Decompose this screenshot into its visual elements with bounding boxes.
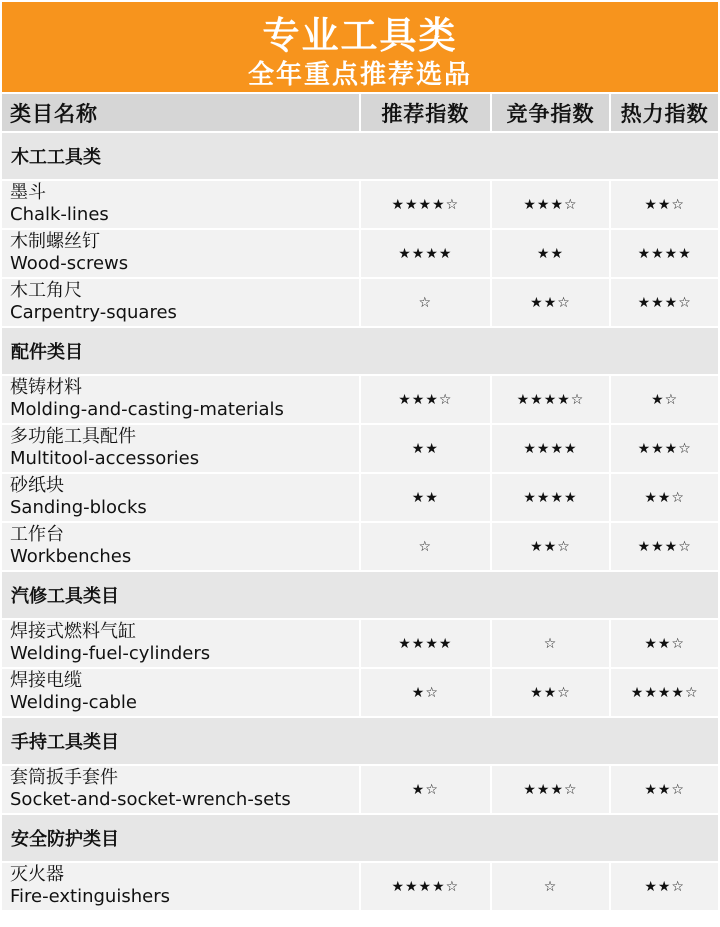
table-row (2, 376, 718, 425)
item-name-zh: 灭火器 (10, 864, 64, 885)
item-name-en: Welding-fuel-cylinders (10, 643, 211, 664)
item-name-en: Molding-and-casting-materials (10, 399, 284, 420)
recommend-rating: ★☆ (361, 669, 490, 716)
table-row (2, 620, 718, 669)
heat-rating: ★★☆ (611, 620, 718, 667)
category-row (2, 718, 718, 766)
column-header-recommend: 推荐指数 (361, 94, 490, 131)
competition-rating: ★★★★☆ (492, 376, 610, 423)
item-name-zh: 工作台 (10, 524, 64, 545)
category-label: 安全防护类目 (2, 815, 718, 861)
item-name-zh: 木制螺丝钉 (10, 231, 100, 252)
heat-rating: ★★★☆ (611, 425, 718, 472)
item-name-cell (2, 620, 359, 667)
heat-rating: ★★★☆ (611, 279, 718, 326)
item-name-en: Chalk-lines (10, 204, 109, 225)
item-name-en: Socket-and-socket-wrench-sets (10, 789, 291, 810)
category-label: 汽修工具类目 (2, 572, 718, 618)
recommend-rating: ★☆ (361, 766, 490, 813)
heat-rating: ★☆ (611, 376, 718, 423)
recommend-rating: ★★★★ (361, 620, 490, 667)
heat-rating: ★★☆ (611, 474, 718, 521)
category-row (2, 572, 718, 620)
category-row (2, 133, 718, 181)
column-header-category: 类目名称 (2, 94, 359, 131)
heat-rating: ★★★★☆ (611, 669, 718, 716)
item-name-zh: 焊接式燃料气缸 (10, 621, 136, 642)
table-row (2, 669, 718, 718)
competition-rating: ☆ (492, 620, 610, 667)
heat-rating: ★★★☆ (611, 523, 718, 570)
item-name-cell (2, 279, 359, 326)
heat-rating: ★★★★ (611, 230, 718, 277)
recommend-rating: ★★ (361, 425, 490, 472)
table-row (2, 523, 718, 572)
title-banner (2, 2, 718, 92)
table-row (2, 230, 718, 279)
item-name-cell (2, 474, 359, 521)
competition-rating: ☆ (492, 863, 610, 910)
item-name-zh: 焊接电缆 (10, 670, 82, 691)
competition-rating: ★★★★ (492, 474, 610, 521)
heat-rating: ★★☆ (611, 863, 718, 910)
competition-rating: ★★ (492, 230, 610, 277)
recommend-rating: ★★★☆ (361, 376, 490, 423)
category-row (2, 328, 718, 376)
item-name-zh: 木工角尺 (10, 280, 82, 301)
recommend-rating: ☆ (361, 523, 490, 570)
item-name-cell (2, 523, 359, 570)
item-name-zh: 墨斗 (10, 182, 46, 203)
table-row (2, 425, 718, 474)
item-name-en: Workbenches (10, 546, 132, 567)
item-name-zh: 套筒扳手套件 (10, 767, 118, 788)
table-row (2, 181, 718, 230)
competition-rating: ★★★☆ (492, 181, 610, 228)
item-name-cell (2, 230, 359, 277)
item-name-zh: 多功能工具配件 (10, 426, 136, 447)
item-name-en: Sanding-blocks (10, 497, 147, 518)
page-title: 专业工具类 (262, 14, 458, 57)
item-name-en: Welding-cable (10, 692, 138, 713)
category-row (2, 815, 718, 863)
table-row (2, 766, 718, 815)
heat-rating: ★★☆ (611, 766, 718, 813)
recommend-rating: ☆ (361, 279, 490, 326)
item-name-en: Fire-extinguishers (10, 886, 170, 907)
category-label: 手持工具类目 (2, 718, 718, 764)
item-name-cell (2, 425, 359, 472)
item-name-cell (2, 376, 359, 423)
item-name-en: Wood-screws (10, 253, 129, 274)
table-row (2, 279, 718, 328)
competition-rating: ★★★☆ (492, 766, 610, 813)
competition-rating: ★★☆ (492, 279, 610, 326)
table-body (2, 133, 718, 912)
heat-rating: ★★☆ (611, 181, 718, 228)
item-name-cell (2, 669, 359, 716)
recommend-rating: ★★★★ (361, 230, 490, 277)
competition-rating: ★★☆ (492, 523, 610, 570)
item-name-cell (2, 863, 359, 910)
product-table (2, 94, 718, 912)
item-name-en: Multitool-accessories (10, 448, 200, 469)
page-subtitle: 全年重点推荐选品 (247, 60, 472, 90)
competition-rating: ★★★★ (492, 425, 610, 472)
table-row (2, 474, 718, 523)
item-name-zh: 模铸材料 (10, 377, 82, 398)
table-header-row (2, 94, 718, 133)
column-header-heat: 热力指数 (611, 94, 718, 131)
item-name-cell (2, 181, 359, 228)
column-header-competition: 竞争指数 (492, 94, 610, 131)
recommend-rating: ★★★★☆ (361, 181, 490, 228)
table-row (2, 863, 718, 912)
item-name-cell (2, 766, 359, 813)
category-label: 木工工具类 (2, 133, 718, 179)
competition-rating: ★★☆ (492, 669, 610, 716)
category-label: 配件类目 (2, 328, 718, 374)
item-name-zh: 砂纸块 (10, 475, 64, 496)
item-name-en: Carpentry-squares (10, 302, 177, 323)
recommend-rating: ★★ (361, 474, 490, 521)
recommend-rating: ★★★★☆ (361, 863, 490, 910)
